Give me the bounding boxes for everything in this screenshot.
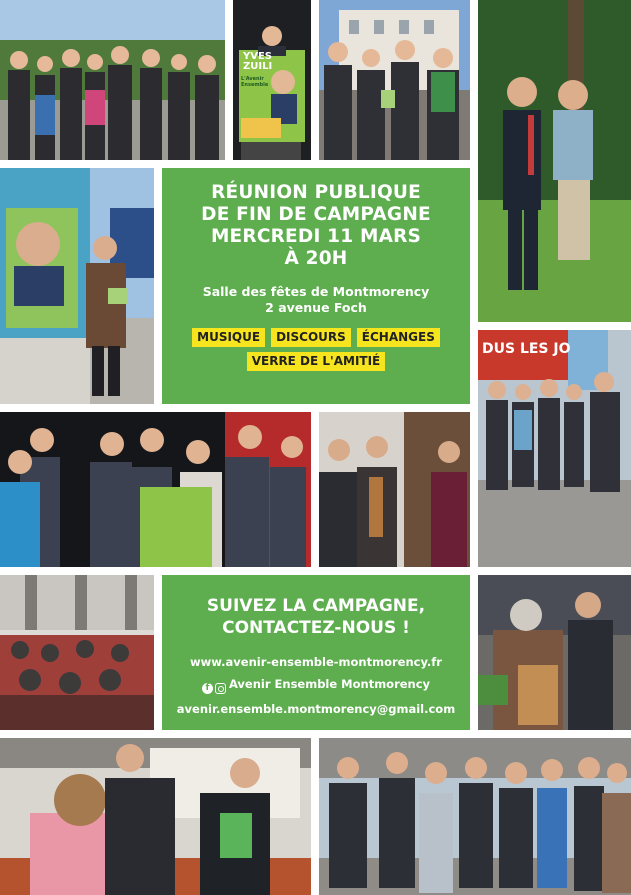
photo-market-conversation [478, 575, 631, 730]
meeting-tags [162, 328, 470, 371]
meeting-announcement-panel [162, 168, 470, 404]
meeting-venue-address: 2 avenue Foch [265, 300, 367, 315]
meeting-title-line2: DE FIN DE CAMPAGNE [201, 204, 431, 225]
tag-discours: DISCOURS [271, 328, 351, 347]
tag-verre-amitie: VERRE DE L'AMITIÉ [247, 352, 386, 371]
photo-park-duo [478, 0, 631, 322]
instagram-icon [215, 683, 226, 694]
tag-echanges: ÉCHANGES [357, 328, 440, 347]
contact-email-link[interactable]: avenir.ensemble.montmorency@gmail.com [176, 702, 456, 716]
contact-panel [162, 575, 470, 730]
poster-firstname: YVES [243, 51, 273, 62]
photo-meeting-audience [0, 575, 154, 730]
meeting-date: MERCREDI 11 MARS [210, 226, 422, 247]
meeting-venue-name: Salle des fêtes de Montmorency [202, 284, 430, 299]
photo-candidate-poster [233, 0, 311, 160]
photo-indoor-group-red [0, 412, 311, 567]
photo-street-crowd [319, 738, 631, 895]
photo-street-team [319, 0, 470, 160]
photo-office-trio [319, 412, 470, 567]
meeting-time: À 20H [284, 248, 348, 269]
photo-group-outdoor [0, 0, 225, 160]
contact-title-line2: CONTACTEZ-NOUS ! [222, 618, 410, 638]
poster-list-name: L'Avenir Ensemble [241, 76, 269, 88]
meeting-title-line1: RÉUNION PUBLIQUE [211, 182, 421, 203]
photo-candidate-banner [0, 168, 154, 404]
contact-social-row[interactable] [162, 677, 470, 694]
tag-musique: MUSIQUE [192, 328, 265, 347]
contact-social-name: Avenir Ensemble Montmorency [228, 677, 431, 691]
facebook-icon: f [202, 683, 213, 694]
contact-website-link[interactable]: www.avenir-ensemble-montmorency.fr [190, 655, 442, 669]
photo-banner-group [478, 330, 631, 567]
poster-lastname: ZUILI [243, 61, 273, 72]
contact-title-line1: SUIVEZ LA CAMPAGNE, [206, 596, 426, 616]
banner-text: DUS LES JO [482, 341, 571, 357]
photo-exhibition-chat [0, 738, 311, 895]
